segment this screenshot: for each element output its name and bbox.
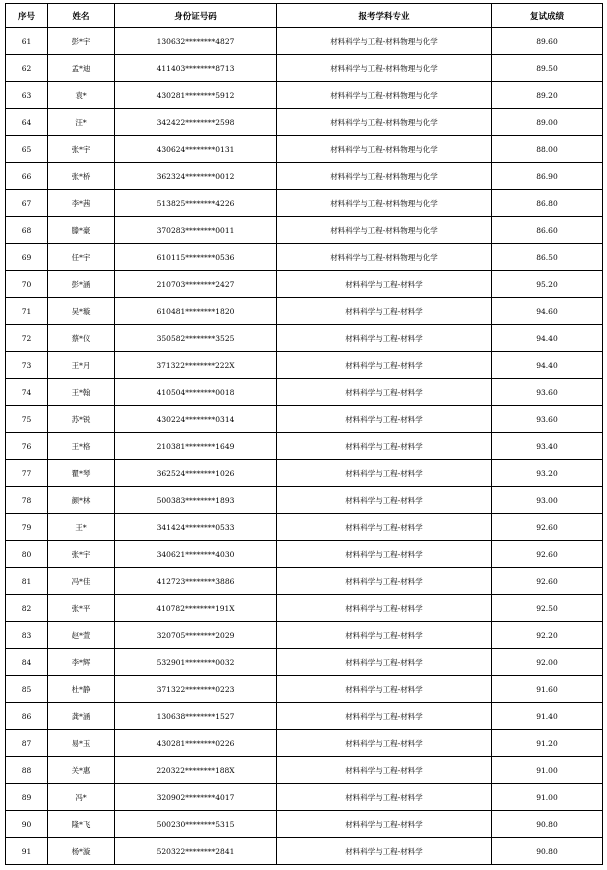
cell-id-number: 371322********222X (115, 352, 277, 379)
cell-retest-score: 92.20 (492, 622, 603, 649)
cell-retest-score: 86.90 (492, 163, 603, 190)
cell-serial-number: 76 (6, 433, 48, 460)
cell-retest-score: 86.60 (492, 217, 603, 244)
cell-name: 张*桥 (48, 163, 115, 190)
cell-serial-number: 65 (6, 136, 48, 163)
cell-retest-score: 90.80 (492, 811, 603, 838)
cell-id-number: 210703********2427 (115, 271, 277, 298)
table-row (6, 568, 603, 595)
table-row (6, 595, 603, 622)
cell-retest-score: 89.60 (492, 28, 603, 55)
cell-serial-number: 73 (6, 352, 48, 379)
cell-major: 材料科学与工程-材料学 (277, 622, 492, 649)
cell-serial-number: 74 (6, 379, 48, 406)
cell-major: 材料科学与工程-材料学 (277, 595, 492, 622)
table-row (6, 82, 603, 109)
table-row (6, 244, 603, 271)
cell-major: 材料科学与工程-材料物理与化学 (277, 136, 492, 163)
cell-id-number: 430624********0131 (115, 136, 277, 163)
header-serial-number: 序号 (6, 4, 48, 28)
cell-id-number: 410782********191X (115, 595, 277, 622)
cell-id-number: 520322********2841 (115, 838, 277, 865)
cell-serial-number: 70 (6, 271, 48, 298)
cell-name: 王*格 (48, 433, 115, 460)
cell-major: 材料科学与工程-材料学 (277, 298, 492, 325)
table-row (6, 811, 603, 838)
cell-retest-score: 93.20 (492, 460, 603, 487)
cell-retest-score: 91.60 (492, 676, 603, 703)
cell-id-number: 500383********1893 (115, 487, 277, 514)
table-row (6, 622, 603, 649)
results-table (5, 3, 603, 865)
header-id-number: 身份证号码 (115, 4, 277, 28)
cell-name: 彭*宇 (48, 28, 115, 55)
table-row (6, 730, 603, 757)
table-body (6, 28, 603, 865)
cell-major: 材料科学与工程-材料学 (277, 649, 492, 676)
cell-retest-score: 91.40 (492, 703, 603, 730)
table-row (6, 757, 603, 784)
table-row (6, 460, 603, 487)
cell-serial-number: 75 (6, 406, 48, 433)
cell-name: 赵*萱 (48, 622, 115, 649)
table-row (6, 325, 603, 352)
cell-serial-number: 61 (6, 28, 48, 55)
cell-serial-number: 85 (6, 676, 48, 703)
cell-major: 材料科学与工程-材料学 (277, 406, 492, 433)
table-row (6, 703, 603, 730)
cell-major: 材料科学与工程-材料学 (277, 271, 492, 298)
cell-retest-score: 89.50 (492, 55, 603, 82)
cell-id-number: 320902********4017 (115, 784, 277, 811)
table-row (6, 217, 603, 244)
table-row (6, 541, 603, 568)
cell-name: 汪* (48, 109, 115, 136)
cell-id-number: 513825********4226 (115, 190, 277, 217)
cell-name: 王* (48, 514, 115, 541)
cell-id-number: 410504********0018 (115, 379, 277, 406)
cell-serial-number: 80 (6, 541, 48, 568)
table-row (6, 109, 603, 136)
cell-retest-score: 91.00 (492, 784, 603, 811)
table-row (6, 298, 603, 325)
cell-major: 材料科学与工程-材料物理与化学 (277, 244, 492, 271)
cell-name: 彭*涵 (48, 271, 115, 298)
table-row (6, 163, 603, 190)
cell-major: 材料科学与工程-材料学 (277, 838, 492, 865)
cell-id-number: 370283********0011 (115, 217, 277, 244)
table-row (6, 406, 603, 433)
cell-major: 材料科学与工程-材料学 (277, 352, 492, 379)
cell-name: 瞿*琴 (48, 460, 115, 487)
cell-name: 张*宇 (48, 541, 115, 568)
cell-major: 材料科学与工程-材料学 (277, 433, 492, 460)
cell-serial-number: 79 (6, 514, 48, 541)
cell-serial-number: 67 (6, 190, 48, 217)
cell-name: 任*宇 (48, 244, 115, 271)
cell-major: 材料科学与工程-材料学 (277, 325, 492, 352)
cell-retest-score: 86.50 (492, 244, 603, 271)
table-row (6, 352, 603, 379)
cell-serial-number: 82 (6, 595, 48, 622)
cell-serial-number: 71 (6, 298, 48, 325)
cell-major: 材料科学与工程-材料学 (277, 460, 492, 487)
table-row (6, 271, 603, 298)
cell-name: 冯*佳 (48, 568, 115, 595)
cell-serial-number: 63 (6, 82, 48, 109)
cell-major: 材料科学与工程-材料物理与化学 (277, 109, 492, 136)
cell-serial-number: 72 (6, 325, 48, 352)
cell-id-number: 340621********4030 (115, 541, 277, 568)
cell-name: 张*宇 (48, 136, 115, 163)
table-row (6, 136, 603, 163)
cell-name: 龚*涵 (48, 703, 115, 730)
cell-name: 吴*璇 (48, 298, 115, 325)
cell-id-number: 610115********0536 (115, 244, 277, 271)
cell-major: 材料科学与工程-材料学 (277, 379, 492, 406)
cell-name: 袁* (48, 82, 115, 109)
cell-serial-number: 81 (6, 568, 48, 595)
cell-serial-number: 90 (6, 811, 48, 838)
cell-serial-number: 78 (6, 487, 48, 514)
cell-id-number: 430281********0226 (115, 730, 277, 757)
cell-name: 隆*飞 (48, 811, 115, 838)
cell-serial-number: 66 (6, 163, 48, 190)
cell-serial-number: 86 (6, 703, 48, 730)
table-row (6, 379, 603, 406)
cell-serial-number: 69 (6, 244, 48, 271)
cell-major: 材料科学与工程-材料物理与化学 (277, 217, 492, 244)
cell-major: 材料科学与工程-材料学 (277, 703, 492, 730)
cell-major: 材料科学与工程-材料学 (277, 487, 492, 514)
table-row (6, 28, 603, 55)
cell-major: 材料科学与工程-材料学 (277, 757, 492, 784)
cell-retest-score: 91.20 (492, 730, 603, 757)
cell-id-number: 532901********0032 (115, 649, 277, 676)
cell-retest-score: 92.60 (492, 541, 603, 568)
cell-retest-score: 88.00 (492, 136, 603, 163)
cell-major: 材料科学与工程-材料物理与化学 (277, 82, 492, 109)
cell-name: 王*月 (48, 352, 115, 379)
cell-serial-number: 68 (6, 217, 48, 244)
cell-serial-number: 83 (6, 622, 48, 649)
cell-retest-score: 90.80 (492, 838, 603, 865)
cell-name: 蔡*仪 (48, 325, 115, 352)
cell-serial-number: 89 (6, 784, 48, 811)
table-row (6, 784, 603, 811)
cell-retest-score: 93.40 (492, 433, 603, 460)
cell-serial-number: 88 (6, 757, 48, 784)
cell-id-number: 342422********2598 (115, 109, 277, 136)
table-row (6, 190, 603, 217)
cell-id-number: 362324********0012 (115, 163, 277, 190)
header-row (6, 4, 603, 28)
cell-major: 材料科学与工程-材料物理与化学 (277, 55, 492, 82)
cell-id-number: 411403********8713 (115, 55, 277, 82)
cell-retest-score: 89.20 (492, 82, 603, 109)
cell-name: 李*茜 (48, 190, 115, 217)
cell-retest-score: 93.00 (492, 487, 603, 514)
cell-major: 材料科学与工程-材料物理与化学 (277, 190, 492, 217)
cell-retest-score: 94.60 (492, 298, 603, 325)
cell-id-number: 350582********3525 (115, 325, 277, 352)
table-row (6, 649, 603, 676)
cell-name: 颜*林 (48, 487, 115, 514)
cell-major: 材料科学与工程-材料物理与化学 (277, 28, 492, 55)
cell-id-number: 220322********188X (115, 757, 277, 784)
cell-id-number: 430224********0314 (115, 406, 277, 433)
table-row (6, 55, 603, 82)
cell-id-number: 412723********3886 (115, 568, 277, 595)
cell-major: 材料科学与工程-材料学 (277, 784, 492, 811)
table-row (6, 514, 603, 541)
header-retest-score: 复试成绩 (492, 4, 603, 28)
cell-retest-score: 92.50 (492, 595, 603, 622)
cell-name: 张*平 (48, 595, 115, 622)
cell-name: 杜*静 (48, 676, 115, 703)
cell-serial-number: 84 (6, 649, 48, 676)
cell-id-number: 130632********4827 (115, 28, 277, 55)
cell-retest-score: 94.40 (492, 352, 603, 379)
cell-retest-score: 94.40 (492, 325, 603, 352)
cell-id-number: 371322********0223 (115, 676, 277, 703)
cell-major: 材料科学与工程-材料学 (277, 676, 492, 703)
cell-retest-score: 95.20 (492, 271, 603, 298)
cell-name: 苏*锐 (48, 406, 115, 433)
header-major: 报考学科专业 (277, 4, 492, 28)
cell-name: 孟*迪 (48, 55, 115, 82)
cell-major: 材料科学与工程-材料学 (277, 514, 492, 541)
cell-id-number: 500230********5315 (115, 811, 277, 838)
cell-major: 材料科学与工程-材料学 (277, 541, 492, 568)
cell-major: 材料科学与工程-材料物理与化学 (277, 163, 492, 190)
cell-retest-score: 92.60 (492, 568, 603, 595)
cell-retest-score: 89.00 (492, 109, 603, 136)
cell-id-number: 430281********5912 (115, 82, 277, 109)
cell-name: 关*惠 (48, 757, 115, 784)
table-row (6, 433, 603, 460)
cell-id-number: 341424********0533 (115, 514, 277, 541)
cell-name: 易*玉 (48, 730, 115, 757)
table-row (6, 487, 603, 514)
table-row (6, 838, 603, 865)
cell-name: 滕*豪 (48, 217, 115, 244)
cell-id-number: 130638********1527 (115, 703, 277, 730)
cell-major: 材料科学与工程-材料学 (277, 568, 492, 595)
cell-retest-score: 93.60 (492, 406, 603, 433)
cell-retest-score: 92.00 (492, 649, 603, 676)
cell-name: 杨*漩 (48, 838, 115, 865)
cell-name: 李*辉 (48, 649, 115, 676)
header-name: 姓名 (48, 4, 115, 28)
cell-retest-score: 91.00 (492, 757, 603, 784)
table-header (6, 4, 603, 28)
cell-serial-number: 77 (6, 460, 48, 487)
cell-serial-number: 87 (6, 730, 48, 757)
cell-id-number: 320705********2029 (115, 622, 277, 649)
cell-id-number: 362524********1026 (115, 460, 277, 487)
cell-serial-number: 62 (6, 55, 48, 82)
cell-retest-score: 93.60 (492, 379, 603, 406)
cell-retest-score: 92.60 (492, 514, 603, 541)
cell-major: 材料科学与工程-材料学 (277, 730, 492, 757)
cell-name: 冯* (48, 784, 115, 811)
cell-id-number: 610481********1820 (115, 298, 277, 325)
cell-serial-number: 64 (6, 109, 48, 136)
cell-major: 材料科学与工程-材料学 (277, 811, 492, 838)
cell-id-number: 210381********1649 (115, 433, 277, 460)
cell-name: 王*翰 (48, 379, 115, 406)
cell-serial-number: 91 (6, 838, 48, 865)
cell-retest-score: 86.80 (492, 190, 603, 217)
table-row (6, 676, 603, 703)
